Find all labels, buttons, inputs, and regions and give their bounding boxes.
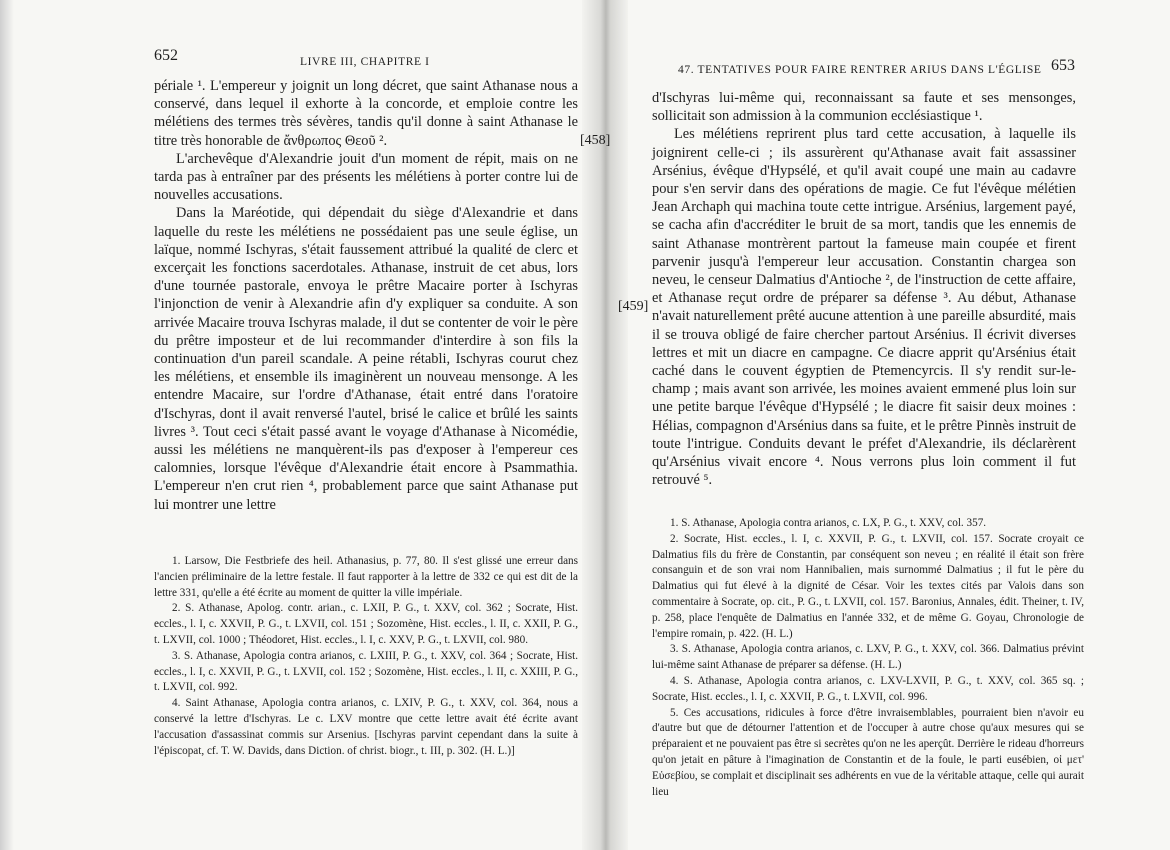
left-page [14, 0, 582, 850]
right-body-text [652, 89, 1076, 489]
paragraph: périale ¹. L'empereur y joignit un long décret, que saint Athanase nous a conservé, dans lequel il exhorte à la concorde, et emploie contre les mélétiens des termes très sévères, tandis qu'il donne à saint Athanase le titre très honorable de ἄνθρωπος Θεοῦ ². [154, 78, 578, 149]
footnote: 1. Larsow, Die Festbriefe des heil. Athanasius, p. 77, 80. Il s'est glissé une erreur dans l'ancien préliminaire de la lettre festale. Il faut rapporter à la lettre de 332 ce qui est dit de la lettre 331, qu'elle a été écrite au moment de quitter la ville impériale. [154, 555, 578, 599]
book-gutter [582, 0, 628, 850]
right-footnotes [652, 516, 1084, 800]
footnote: 2. S. Athanase, Apolog. contr. arian., c. LXII, P. G., t. XXV, col. 362 ; Socrate, Hist. eccles., l. I, c. XXVII, P. G., t. LXVII, col. 151 ; Sozomène, Hist. eccles., l. II, c. XXII, P. G., t. LXVII, col. 1000 ; Théodoret, Hist. eccles., l. I, c. XXV, P. G., t. LXVII, col. 980. [154, 602, 578, 646]
left-body-text [154, 77, 578, 514]
paragraph: Dans la Maréotide, qui dépendait du siège d'Alexandrie et dans laquelle du reste les mélétiens ne possédaient pas une seule église, un laïque, nommé Ischyras, s'était faussement attribué la qualité de clerc et excerçait les fonctions sacerdotales. Athanase, instruit de cet abus, lors d'une tournée pastorale, envoya le prêtre Macaire porter à Ischyras l'injonction de venir à Alexandrie afin d'y expliquer sa conduite. A son arrivée Macaire trouva Ischyras malade, il dut se contenter de voir le père du prêtre imposteur et de lui recommander d'interdire à son fils la continuation d'un pareil scandale. A peine rétabli, Ischyras courut chez les mélétiens, et ensemble ils imaginèrent un nouveau mensonge. A les entendre Macaire, sur l'ordre d'Athanase, était entré dans l'oratoire d'Ischyras, dont il avait renversé l'autel, brisé le calice et brûlé les saints livres ³. Tout ceci s'était passé avant le voyage d'Athanase à Nicomédie, aussi les mélétiens ne manquèrent-ils pas d'exposer à l'empereur ces calomnies, lorsque l'évêque d'Alexandrie était encore à Psammathia. L'empereur n'en crut rien ⁴, probablement parce que saint Athanase put lui montrer une lettre [154, 205, 578, 513]
footnote: 3. S. Athanase, Apologia contra arianos, c. LXIII, P. G., t. XXV, col. 364 ; Socrate, Hist. eccles., l. I, c. XXVII, P. G., t. LXVII, col. 152 ; Sozomène, Hist. eccles., l. II, c. XXIII, P. G., t. LXVII, col. 992. [154, 649, 578, 694]
footnote: 4. Saint Athanase, Apologia contra arianos, c. LXIV, P. G., t. XXV, col. 364, nous a conservé la lettre d'Ischyras. Le c. LXV montre que cette lettre avait été écrite avant l'accusation d'assassinat commis sur Arsenius. [Ischyras parvint cependant dans la suite à l'épiscopat, cf. T. W. Davids, dans Diction. of christ. biogr., t. III, p. 302. (H. L.)] [154, 697, 578, 757]
margin-page-marker: [459] [618, 299, 649, 314]
footnote: 3. S. Athanase, Apologia contra arianos, c. LXV, P. G., t. XXV, col. 366. Dalmatius prévint lui-même saint Athanase de préparer sa défense. (H. L.) [652, 643, 1084, 672]
running-head-left: LIVRE III, CHAPITRE I [300, 56, 430, 68]
running-head-right: 47. TENTATIVES POUR FAIRE RENTRER ARIUS DANS L'ÉGLISE [678, 64, 1042, 76]
footnote: 1. S. Athanase, Apologia contra arianos, c. LX, P. G., t. XXV, col. 357. [670, 517, 987, 529]
page-number-right: 653 [1051, 57, 1075, 74]
paragraph: L'archevêque d'Alexandrie jouit d'un moment de répit, mais on ne tarda pas à entraîner par des présents les mélétiens à porter contre lui de nouvelles accusations. [154, 150, 578, 204]
right-page [580, 0, 1170, 850]
footnote: 4. S. Athanase, Apologia contra arianos, c. LXV-LXVII, P. G., t. XXV, col. 365 sq. ; Socrate, Hist. eccles., l. I, c. XXVII, P. G., t. LXVII, col. 996. [652, 674, 1084, 703]
page-number-left: 652 [154, 47, 178, 64]
margin-page-marker: [458] [580, 133, 611, 148]
page-edge [0, 0, 14, 850]
footnote: 5. Ces accusations, ridicules à force d'être invraisemblables, pourraient bien n'avoir eu d'autre but que de détourner l'attention et de l'occuper à autre chose qu'aux mesures qui se préparaient et ne pouvaient pas être si secrètes qu'on ne les aperçût. Derrière le rideau d'horreurs qu'on jetait en pâture à l'imagination de Constantin et de la foule, le parti eusébien, οἱ μετ' Εὐσεβίου, se complait et disciplinait ses adhérents en vue de la véritable attaque, celle qui aurait lieu [652, 706, 1084, 798]
left-footnotes [154, 554, 578, 759]
paragraph: Les mélétiens reprirent plus tard cette accusation, à laquelle ils joignirent celle-ci ; ils assurèrent qu'Athanase avait fait assassiner Arsénius, évêque d'Hypsélé, et qu'il avait coupé une main au cadavre pour s'en servir dans des opérations de magie. Ce fut l'évêque mélétien Jean Archaph qui machina toute cette intrigue. Arsénius, largement payé, se cacha afin d'accréditer le bruit de sa mort, tandis que les ennemis de saint Athanase montrèrent partout la fameuse main coupée et firent parvenir jusqu'à l'empereur leur accusation. Constantin chargea son neveu, le censeur Dalmatius d'Antioche ², de l'instruction de cette affaire, et Athanase reçut ordre de préparer sa défense ³. Au début, Athanase n'avait naturellement prêté aucune attention à une pareille absurdité, mais il se trouva obligé de faire chercher partout Arsénius. Il écrivit diverses lettres et mit un diacre en campagne. Ce diacre apprit qu'Arsénius était caché dans le couvent égyptien de Ptemencyrcis. Il s'y rendit sur-le-champ ; mais avant son arrivée, les moines avaient emmené plus loin sur une petite barque l'évêque d'Hypsélé ; le diacre fit saisir deux moines : Hélias, compagnon d'Arsénius dans sa fuite, et le prêtre Pinnès instruit de toute l'intrigue. Conduits devant le préfet d'Alexandrie, ils déclarèrent qu'Arsénius vivait encore ⁴. Nous verrons plus loin comment il fut retrouvé ⁵. [652, 126, 1076, 489]
footnote: 2. Socrate, Hist. eccles., l. I, c. XXVII, P. G., t. LXVII, col. 157. Socrate croyait ce Dalmatius fils du frère de Constantin, par conséquent son neveu ; en réalité il était son frère consanguin et de son vrai nom Hannibalien, mais surnommé Dalmatius ; il fut le père du Dalmatius qui fut élevé à la dignité de César. Voir les textes cités par Valois dans son commentaire à Socrate, op. cit., P. G., t. LXVII, col. 157. Baronius, Annales, édit. Theiner, t. IV, p. 258, place l'enquête de Dalmatius en l'année 332, et de même G. Goyau, Chronologie de l'empire romain, p. 422. (H. L.) [652, 532, 1084, 640]
paragraph: d'Ischyras lui-même qui, reconnaissant sa faute et ses mensonges, sollicitait son admission à la communion ecclésiastique ¹. [652, 90, 1076, 125]
